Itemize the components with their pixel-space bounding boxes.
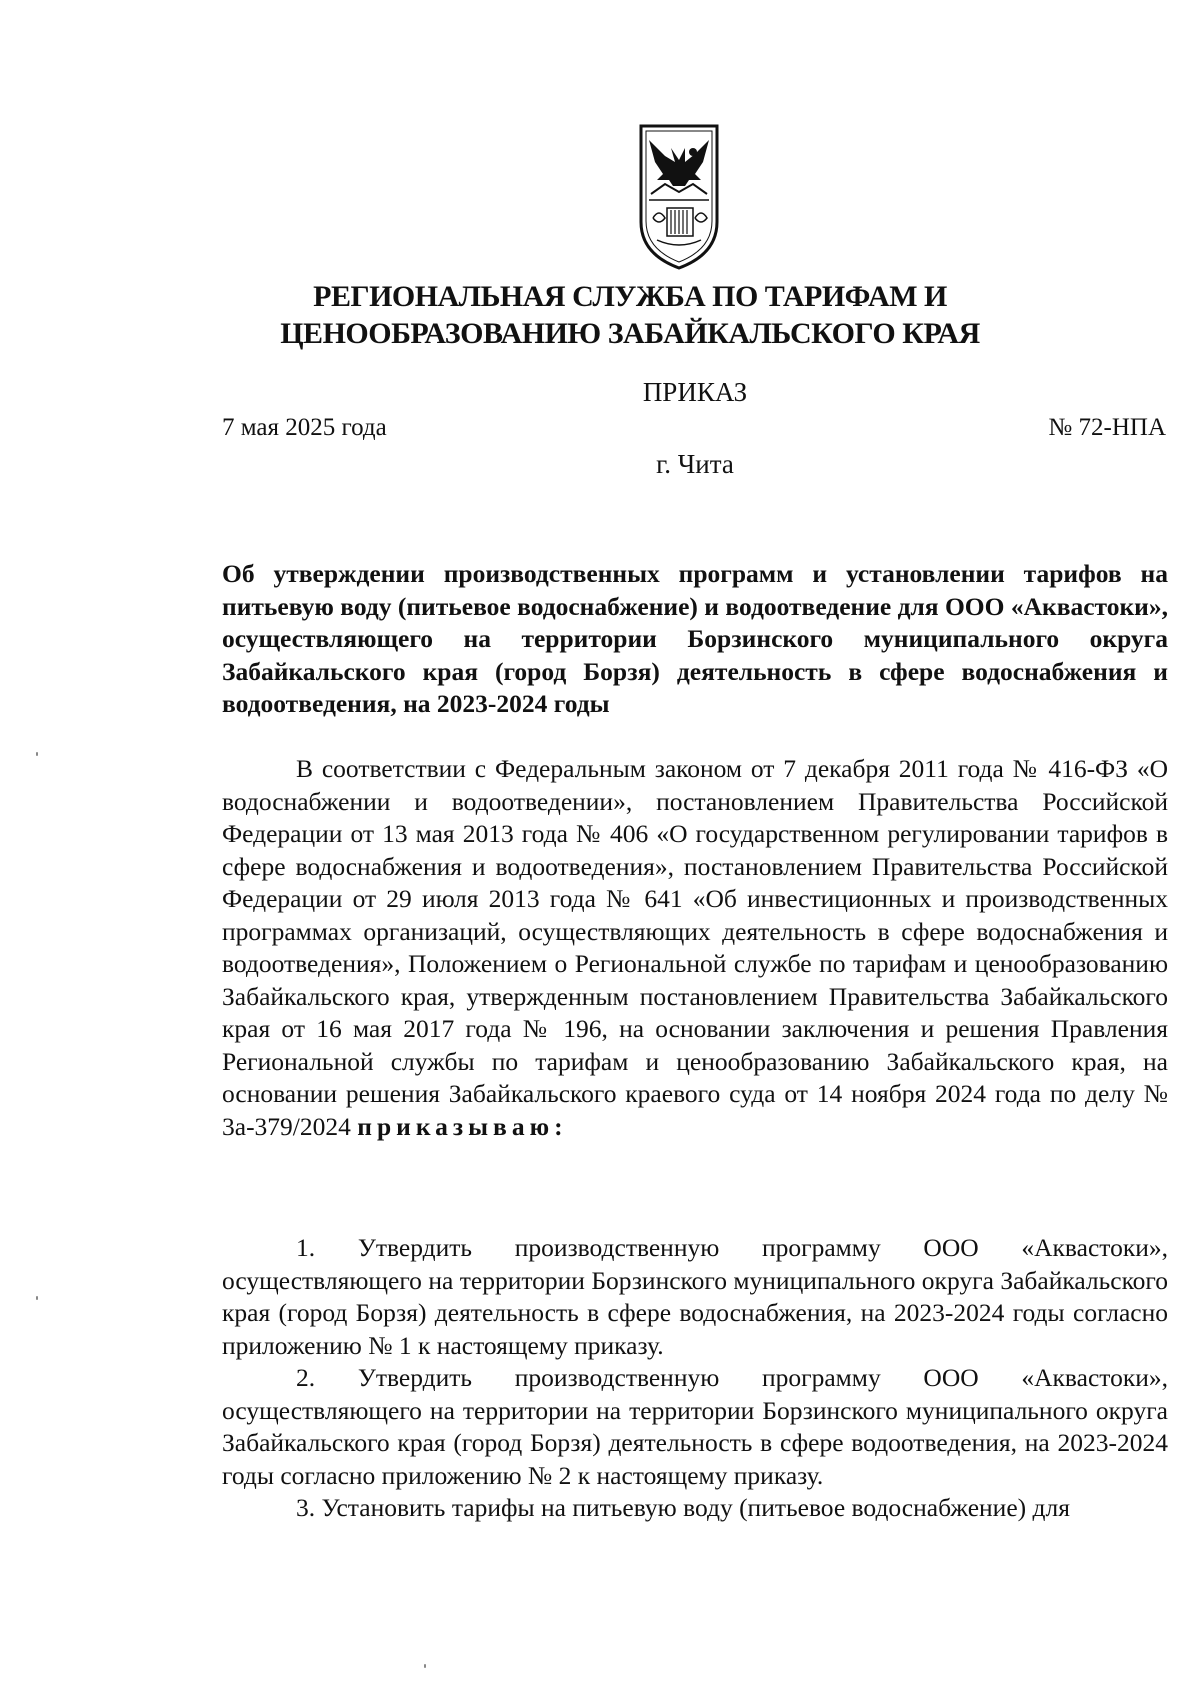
document-number: № 72-НПА	[1048, 414, 1166, 441]
document-type: ПРИКАЗ	[642, 377, 748, 407]
organization-title-line2: ЦЕНООБРАЗОВАНИЮ ЗАБАЙКАЛЬСКОГО КРАЯ	[280, 317, 980, 350]
document-city: г. Чита	[656, 449, 734, 479]
order-word: приказываю:	[357, 1111, 568, 1141]
scan-speck	[36, 1296, 38, 1300]
order-item: 1. Утвердить производственную программу ООО «Аквастоки», осуществляющего на территории Борзинского муниципального округа Забайкальского края (город Борзя) деятельность в сфере водоснабжения, на 2023-2024 годы согласно приложению № 1 к настоящему приказу.	[222, 1233, 1168, 1360]
organization-title-line1: РЕГИОНАЛЬНАЯ СЛУЖБА ПО ТАРИФАМ И	[313, 280, 947, 313]
order-item: 2. Утвердить производственную программу ООО «Аквастоки», осуществляющего на территории на территории Борзинского муниципального округа Забайкальского края (город Борзя) деятельность в сфере водоотведения, на 2023-2024 годы согласно приложению № 2 к настоящему приказу.	[222, 1363, 1168, 1490]
coat-of-arms-icon	[635, 122, 723, 270]
scan-speck	[424, 1664, 426, 1668]
order-item: 3. Установить тарифы на питьевую воду (питьевое водоснабжение) для	[296, 1493, 1070, 1522]
preamble-text: В соответствии с Федеральным законом от 7 декабря 2011 года № 416-ФЗ «О водоснабжении и водоотведении», постановлением Правительства Российской Федерации от 13 мая 2013 года № 406 «О государственном регулировании тарифов в сфере водоснабжения и водоотведения», постановлением Правительства Российской Федерации от 29 июля 2013 года № 641 «Об инвестиционных и производственных программах организаций, осуществляющих деятельность в сфере водоснабжения и водоотведения», Положением о Региональной службе по тарифам и ценообразованию Забайкальского края, утвержденным постановлением Правительства Забайкальского края от 16 мая 2017 года № 196, на основании заключения и решения Правления Региональной службы по тарифам и ценообразованию Забайкальского края, на основании решения Забайкальского краевого суда от 14 ноября 2024 года по делу № 3а-379/2024	[222, 754, 1168, 1141]
document-subject: Об утверждении производственных программ и установлении тарифов на питьевую воду (питьевое водоснабжение) и водоотведение для ООО «Аквастоки», осуществляющего на территории Борзинского муниципального округа Забайкальского края (город Борзя) деятельность в сфере водоснабжения и водоотведения, на 2023-2024 годы	[222, 559, 1169, 718]
organization-title	[200, 278, 1060, 352]
scan-speck	[36, 752, 38, 756]
document-date: 7 мая 2025 года	[222, 414, 387, 441]
order-items	[222, 1232, 1168, 1525]
preamble-paragraph	[222, 753, 1168, 1143]
